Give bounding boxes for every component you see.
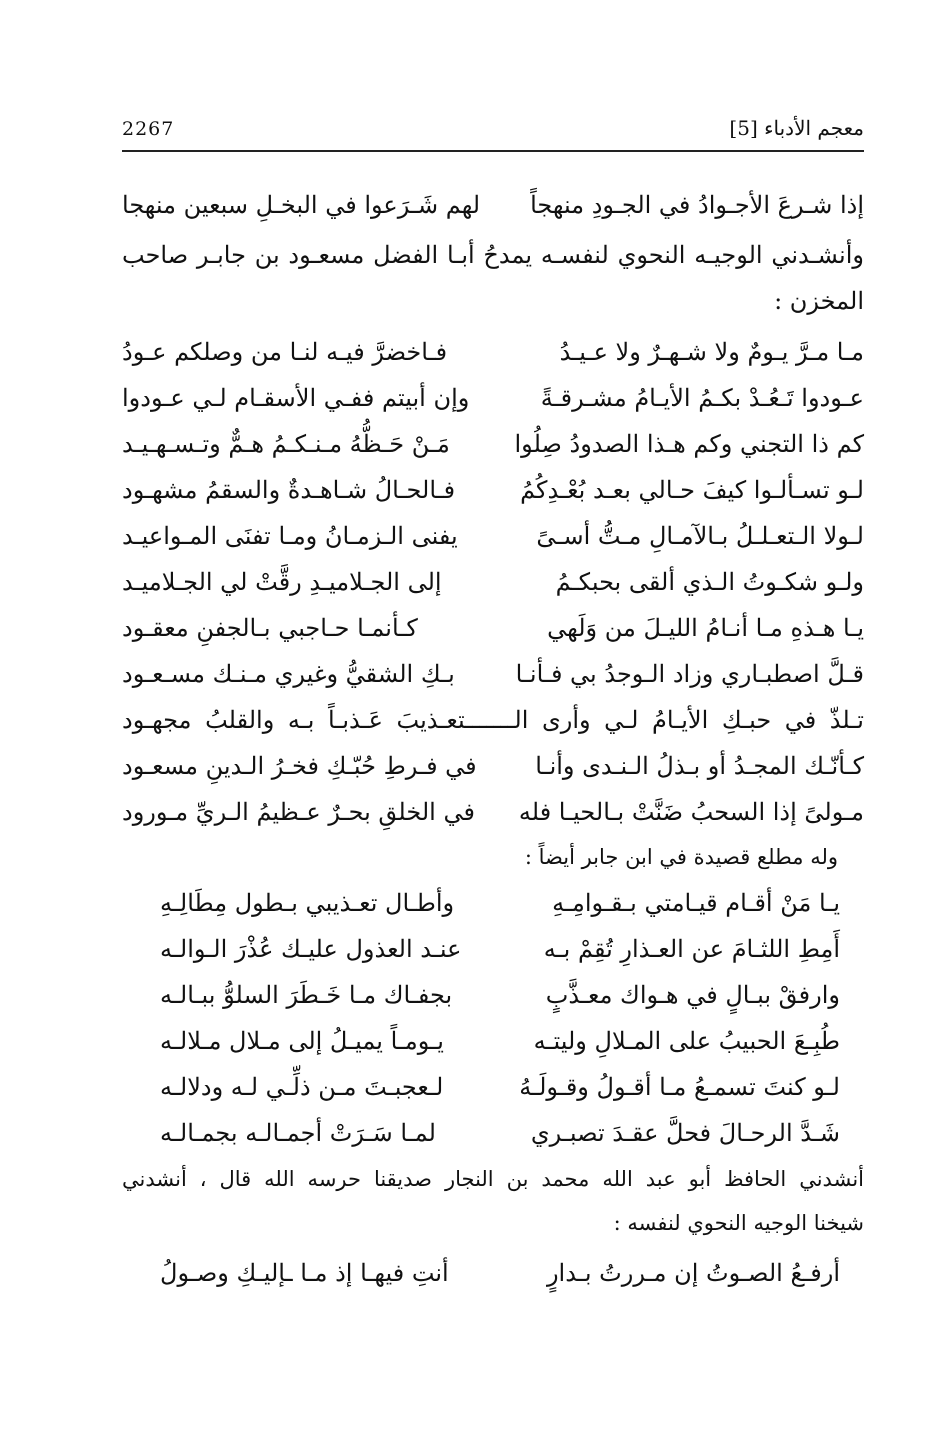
verse-hemistich-first: شَـدَّ الرحـالَ فحلَّ عقـدَ تصبـري <box>530 1119 840 1147</box>
verse-line <box>0 1110 938 1156</box>
verse-hemistich-second: بجفـاك مـا خَـطَرَ السلوُّ ببـالـه <box>160 981 453 1009</box>
verse-hemistich-first: طُبِـعَ الحبيبُ على المـلالِ وليتـه <box>533 1027 840 1055</box>
verse-hemistich-first: يـا هـذهِ مـا أنـامُ الليـلَ من وَلَهي <box>547 614 864 642</box>
verse-hemistich-second: عنـد العذول عليـك عُذْرَ الـوالـه <box>160 935 462 963</box>
verse-hemistich-second: مَـنْ حَـظُّهُ مـنـكـمُ هـمٌّ وتـسـهـيـد <box>122 430 450 458</box>
verse-hemistich-first: يـا مَنْ أقـام قيـامتي بـقـوامِـهِ <box>552 889 840 917</box>
prose-line: وله مطلع قصيدة في ابن جابر أيضاً : <box>524 845 838 869</box>
verse-hemistich-first: لـولا الـتعـلـلُ بـالآمـالِ مـتُّ أسـىً <box>536 522 864 550</box>
verse-line <box>0 467 938 513</box>
verse-hemistich-second: لمـا سَـرَتْ أجمـالـه بجمـالـه <box>160 1119 436 1147</box>
verse-hemistich-second: أنتِ فيهـا إذ مـا ـإليـكِ وصـولُ <box>160 1259 449 1287</box>
verse-hemistich-first: قـلَّ اصطبـاري وزاد الـوجدُ بي فـأنـا <box>515 660 864 688</box>
running-title: معجم الأدباء [5] <box>729 116 864 140</box>
prose-line: أنشدني الحافظ أبو عبد الله محمد بن النجار صديقنا حرسه الله قال ، أنشدني <box>122 1167 864 1191</box>
verse-hemistich-first: لـو كنتَ تسمـعُ مـا أقـولُ وقـولَـهُ <box>519 1073 840 1101</box>
verse-hemistich-first: إذا شـرعَ الأجـوادُ في الجـودِ منهجاً <box>530 191 864 219</box>
verse-hemistich-second: لـعجبـتَ مـن ذلِّـي لـه ودلالـه <box>160 1073 444 1101</box>
verse-hemistich-second: في فـرطِ حُبّـكِ فخـرُ الـدينِ مسعـود <box>122 752 477 780</box>
verse-hemistich-first: مـولىً إذا السحبُ ضَنَّتْ بـالحيـا فله <box>518 798 864 826</box>
verse-hemistich-second: فـاخضرَّ فيـه لنـا من وصلكم عـودُ <box>122 338 448 366</box>
verse-hemistich-second: يـومـاً يميـلُ إلى مـلال مـلالـه <box>160 1027 444 1055</box>
verse-line <box>0 1018 938 1064</box>
page-header <box>122 112 864 152</box>
verse-hemistich-second: وأطـال تعـذيبي بـطول مِطَالِـهِ <box>160 889 455 917</box>
verse-hemistich-second: إلى الجـلاميـدِ رقَّتْ لي الجـلاميـد <box>122 568 442 596</box>
verse-hemistich-first: كم ذا التجني وكم هـذا الصدودُ صِلُوا <box>514 430 864 458</box>
verse-hemistich-second: وإن أبيتم ففـي الأسقـام لـي عـودوا <box>122 384 470 412</box>
verse-line <box>0 972 938 1018</box>
verse-line <box>0 880 938 926</box>
prose-line: وأنشـدني الوجيـه النحوي لنفسـه يمدحُ أبـا الفضل مسعـود بن جابـر صاحب <box>122 241 864 269</box>
verse-line <box>0 605 938 651</box>
verse-hemistich-first: أرفـعُ الصـوتُ إن مـررتُ بـدارٍ <box>546 1259 840 1287</box>
header-rule <box>122 150 864 152</box>
prose-line: المخزن : <box>774 287 864 315</box>
verse-hemistich-first: ولـو شكـوتُ الـذي ألقى بحبكـمُ <box>555 568 864 596</box>
verse-line <box>0 375 938 421</box>
verse-line <box>0 329 938 375</box>
verse-hemistich-first: كـأنّـك المجـدُ أو بـذلُ الـنـدى وأنـا <box>535 752 864 780</box>
page-number: 2267 <box>122 118 175 140</box>
verse-line <box>0 421 938 467</box>
verse-hemistich-second: في الخلقِ بحـرٌ عـظيمُ الـريِّ مـورود <box>122 798 475 826</box>
verse-line <box>0 789 938 835</box>
verse-hemistich-second: فـالحـالُ شـاهـدةٌ والسقمُ مشهـود <box>122 476 456 504</box>
verse-hemistich-second: كـأنمـا حـاجبي بـالجفنِ معقـود <box>122 614 418 642</box>
verse-hemistich-first: لـو تسـألـوا كيفَ حـالي بعـد بُعْـدِكُمُ <box>520 476 864 504</box>
verse-line <box>0 513 938 559</box>
prose-line: شيخنا الوجيه النحوي لنفسه : <box>613 1211 864 1235</box>
verse-line <box>0 1064 938 1110</box>
verse-hemistich-second: بـكِ الشقيُّ وغيري مـنـك مسـعـود <box>122 660 455 688</box>
verse-hemistich-second: لهم شَـرَعوا في البخـلِ سبعين منهجا <box>122 191 481 219</box>
verse-hemistich-first: أَمِطِ اللثـامَ عن العـذارِ تُقِمْ بـه <box>543 935 840 963</box>
verse-line <box>0 926 938 972</box>
verse-hemistich-second: يفنى الـزمـانُ ومـا تفنَى المـواعيـد <box>122 522 458 550</box>
verse-line <box>0 559 938 605</box>
verse-line <box>0 651 938 697</box>
verse-line <box>0 182 938 228</box>
verse-hemistich-first: مـا مـرَّ يـومٌ ولا شـهـرٌ ولا عـيـدُ <box>559 338 864 366</box>
verse-line-run-on: تـلذّ في حبـكِ الأيـامُ لـي وأرى الـــــــتعـذيبَ عَـذبـاً بـه والقلبُ مجهـود <box>122 706 864 734</box>
verse-hemistich-first: وارفقْ ببـالٍ في هـواك معـذَّبٍ <box>545 981 840 1009</box>
verse-line <box>0 1250 938 1296</box>
verse-line <box>0 743 938 789</box>
verse-hemistich-first: عـودوا تَـعُـدْ بكـمُ الأيـامُ مشـرقـةً <box>540 384 864 412</box>
